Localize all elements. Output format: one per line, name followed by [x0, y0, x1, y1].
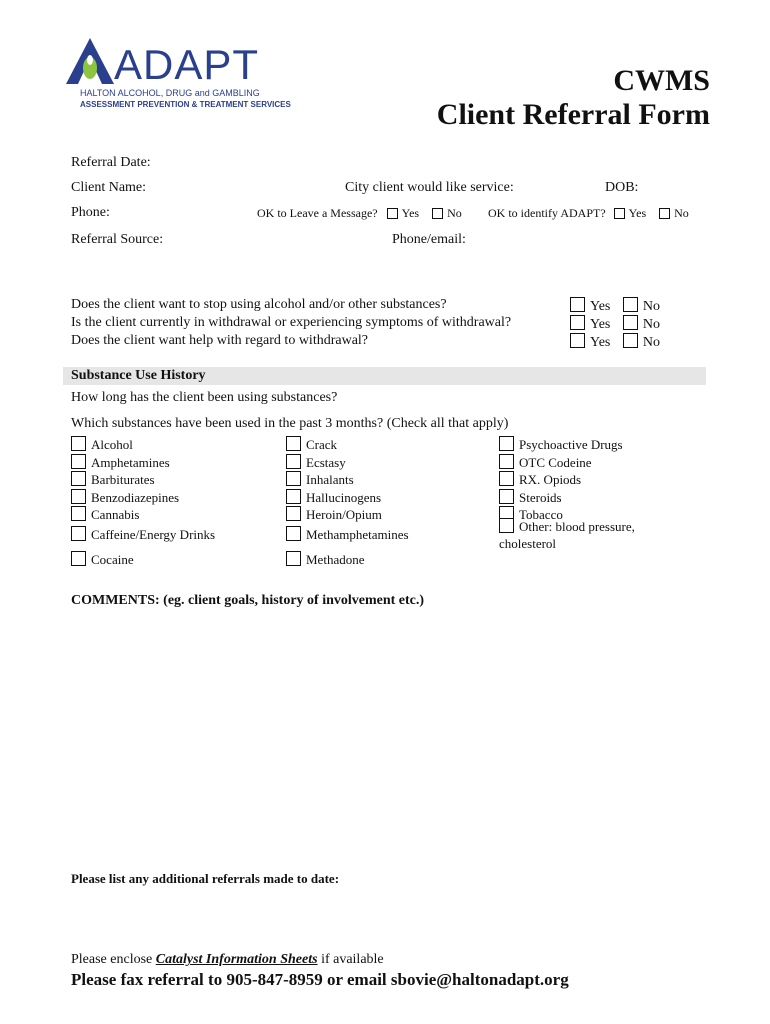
substance-checkbox[interactable]	[499, 489, 514, 504]
substance-label: RX. Opiods	[519, 472, 582, 487]
substance-label: Cannabis	[91, 507, 140, 522]
substance-column-2	[286, 436, 382, 524]
other-label: Other: blood pressure,	[519, 519, 635, 534]
enclose-post: if available	[317, 952, 384, 967]
substance-checkbox[interactable]	[286, 436, 301, 451]
ok-identify-label: OK to identify ADAPT?	[488, 206, 606, 220]
q1-no-label: No	[642, 299, 660, 314]
ok-message-yes-label: Yes	[401, 206, 420, 220]
q2-yes-checkbox[interactable]	[570, 315, 585, 330]
substance-item	[286, 489, 382, 507]
substance-item	[71, 471, 179, 489]
q3-no-checkbox[interactable]	[623, 333, 638, 348]
substance-label: Hallucinogens	[306, 489, 382, 505]
methadone-item	[286, 551, 364, 568]
substance-checkbox[interactable]	[71, 436, 86, 451]
substance-item	[286, 471, 382, 489]
substance-checkbox[interactable]	[71, 471, 86, 486]
referral-source-label: Referral Source:	[71, 232, 164, 247]
substance-checkbox[interactable]	[71, 454, 86, 469]
substance-label: Heroin/Opium	[306, 507, 382, 522]
substance-item	[286, 506, 382, 524]
methadone-label: Methadone	[306, 552, 365, 567]
substance-label: Barbiturates	[91, 472, 155, 487]
substance-checkbox[interactable]	[71, 506, 86, 521]
substance-label: Steroids	[519, 489, 562, 505]
fax-instructions: Please fax referral to 905-847-8959 or email sbovie@haltonadapt.org	[71, 970, 569, 989]
caffeine-checkbox[interactable]	[71, 526, 86, 541]
substance-item	[71, 436, 179, 454]
cocaine-checkbox[interactable]	[71, 551, 86, 566]
ok-message-no-checkbox[interactable]	[432, 208, 443, 219]
substance-checkbox[interactable]	[499, 471, 514, 486]
ok-message-yes-checkbox[interactable]	[387, 208, 398, 219]
substance-label: Inhalants	[306, 472, 354, 487]
substance-item	[499, 436, 623, 454]
ok-message-no-label: No	[447, 206, 462, 220]
ok-identify-no-checkbox[interactable]	[659, 208, 670, 219]
q1-yes-label: Yes	[590, 299, 611, 314]
substance-checkbox[interactable]	[286, 506, 301, 521]
client-name-label: Client Name:	[71, 180, 147, 195]
substance-item	[499, 471, 623, 489]
adapt-logo-line1: HALTON ALCOHOL, DRUG and GAMBLING	[80, 88, 260, 98]
q1-no-checkbox[interactable]	[623, 297, 638, 312]
phone-email-label: Phone/email:	[392, 232, 466, 247]
referral-date-label: Referral Date:	[71, 155, 151, 170]
meth-label: Methamphetamines	[306, 527, 409, 542]
ok-identify-group	[488, 206, 689, 221]
substance-item	[499, 489, 623, 507]
form-title-line2: Client Referral Form	[436, 98, 710, 131]
other-item	[499, 518, 635, 552]
substance-label: Tobacco	[519, 507, 563, 522]
substance-checkbox[interactable]	[286, 454, 301, 469]
substance-label: Ecstasy	[306, 454, 346, 470]
other-label-line2: cholesterol	[499, 535, 557, 551]
ok-identify-yes-label: Yes	[628, 206, 647, 220]
substance-item	[71, 506, 179, 524]
ok-identify-no-label: No	[674, 206, 689, 220]
substance-checkbox[interactable]	[286, 471, 301, 486]
substance-item	[286, 436, 382, 454]
catalyst-sheets-link[interactable]: Catalyst Information Sheets	[155, 952, 318, 967]
substance-checkbox[interactable]	[71, 489, 86, 504]
substance-history-header: Substance Use History	[71, 368, 206, 383]
substance-label: OTC Codeine	[519, 454, 592, 470]
adapt-logo-line2: ASSESSMENT PREVENTION & TREATMENT SERVICES	[80, 100, 291, 109]
dob-label: DOB:	[605, 180, 639, 195]
substance-item	[286, 454, 382, 472]
other-checkbox[interactable]	[499, 518, 514, 533]
how-long-question: How long has the client been using substances?	[71, 390, 338, 405]
cocaine-item	[71, 551, 134, 568]
substance-checkbox[interactable]	[286, 489, 301, 504]
methadone-checkbox[interactable]	[286, 551, 301, 566]
question-stop-using: Does the client want to stop using alcohol and/or other substances?	[71, 297, 447, 312]
substance-item	[71, 489, 179, 507]
enclose-pre: Please enclose	[71, 952, 156, 967]
q1-yes-checkbox[interactable]	[570, 297, 585, 312]
question-help: Does the client want help with regard to withdrawal?	[71, 333, 369, 348]
ok-message-label: OK to Leave a Message?	[257, 206, 378, 220]
question-withdrawal: Is the client currently in withdrawal or experiencing symptoms of withdrawal?	[71, 315, 512, 330]
question-help-answers	[570, 333, 660, 351]
substance-item	[71, 454, 179, 472]
meth-checkbox[interactable]	[286, 526, 301, 541]
q2-no-label: No	[642, 317, 660, 332]
question-withdrawal-answers	[570, 315, 660, 333]
caffeine-item	[71, 526, 215, 543]
meth-item	[286, 526, 409, 543]
q2-no-checkbox[interactable]	[623, 315, 638, 330]
q3-yes-label: Yes	[590, 335, 611, 350]
cocaine-label: Cocaine	[91, 552, 134, 567]
adapt-logo	[66, 38, 291, 118]
form-title-line1: CWMS	[613, 64, 710, 97]
substance-column-3	[499, 436, 623, 524]
city-service-label: City client would like service:	[345, 180, 514, 195]
q3-no-label: No	[642, 335, 660, 350]
q3-yes-checkbox[interactable]	[570, 333, 585, 348]
question-stop-using-answers	[570, 297, 660, 315]
substance-item	[499, 454, 623, 472]
substance-column-1	[71, 436, 179, 524]
substance-label: Crack	[306, 437, 338, 452]
adapt-logo-mark	[66, 38, 114, 86]
q2-yes-label: Yes	[590, 317, 611, 332]
substance-checkbox[interactable]	[499, 436, 514, 451]
caffeine-label: Caffeine/Energy Drinks	[91, 527, 216, 542]
ok-identify-yes-checkbox[interactable]	[614, 208, 625, 219]
enclose-note	[71, 952, 384, 968]
substance-label: Amphetamines	[91, 454, 170, 470]
substance-label: Alcohol	[91, 437, 133, 452]
substance-checkbox[interactable]	[499, 454, 514, 469]
comments-label: COMMENTS: (eg. client goals, history of involvement etc.)	[71, 593, 425, 608]
which-substances-question: Which substances have been used in the past 3 months? (Check all that apply)	[71, 416, 509, 431]
substance-label: Benzodiazepines	[91, 489, 180, 505]
adapt-logo-name: ADAPT	[114, 41, 260, 88]
ok-message-group	[257, 206, 462, 221]
phone-label: Phone:	[71, 205, 110, 220]
additional-referrals-label: Please list any additional referrals made to date:	[71, 871, 340, 886]
substance-label: Psychoactive Drugs	[519, 437, 623, 452]
